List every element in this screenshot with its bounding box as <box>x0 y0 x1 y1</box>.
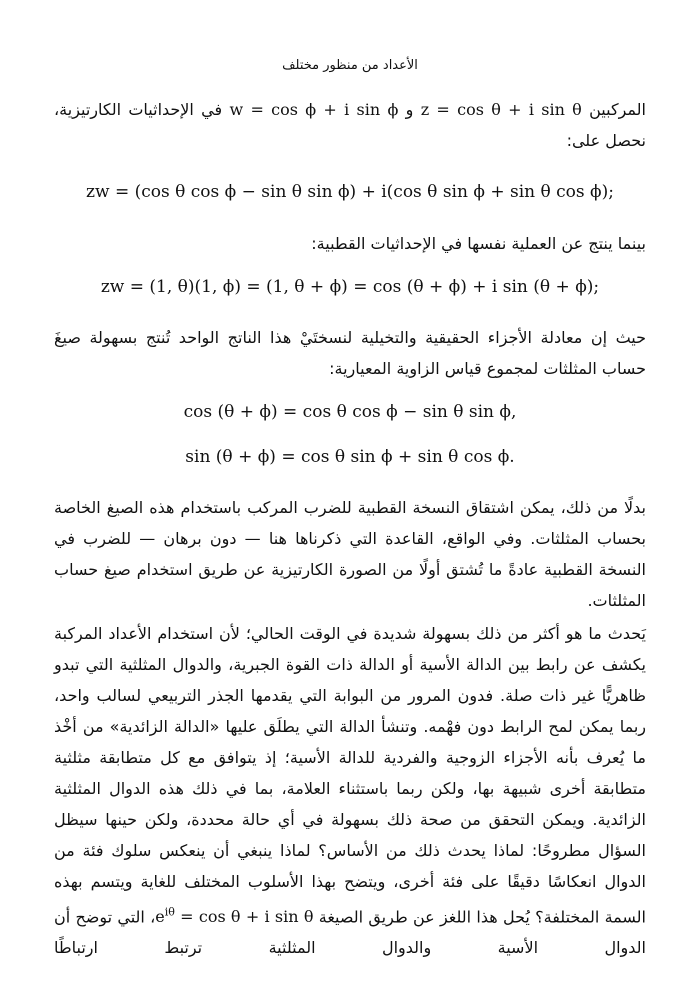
paragraph-equating-parts: حيث إن معادلة الأجزاء الحقيقية والتخيلية لنسختَيْ هذا الناتج الواحد تُنتج بسهولة صيغَ حساب المثلثات لمجموع قياس الزاوية المعيارية: <box>54 328 646 378</box>
paragraph-alternative-derivation: بدلًا من ذلك، يمكن اشتقاق النسخة القطبية للضرب المركب باستخدام هذه الصيغ الخاصة بحساب المثلثات. وفي الواقع، القاعدة التي ذكرناها هنا — دون برهان — للضرب في النسخة القطبية عادةً ما تُشتق أولًا من الصورة الكارتيزية عن طريق استخدام صيغ حساب المثلثات. <box>54 498 646 610</box>
equation-polar-product: zw = (1, θ)(1, ϕ) = (1, θ + ϕ) = cos (θ + ϕ) + i sin (θ + ϕ); <box>100 277 600 297</box>
equation-sin-sum: sin (θ + ϕ) = cos θ sin ϕ + sin θ cos ϕ. <box>185 447 515 467</box>
math-z-definition: z = cos θ + i sin θ <box>420 100 582 119</box>
intro-text-end: في الإحداثيات الكارتيزية، نحصل على: <box>54 100 646 150</box>
paragraph-intro <box>54 94 646 156</box>
exponential-link-tail: ، التي توضح أن الدوال الأسية والدوال المثلثية ترتبط ارتباطًا <box>54 907 646 958</box>
running-header: الأعداد من منظور مختلف <box>282 58 418 73</box>
paragraph-polar-intro: بينما ينتج عن العملية نفسها في الإحداثيات القطبية: <box>311 234 646 253</box>
math-euler-formula: $e^{i\theta} = \cos \theta + i$ sin θ <box>155 906 314 927</box>
equation-cartesian-product: zw = (cos θ cos ϕ − sin θ sin ϕ) + i(cos θ sin ϕ + sin θ cos ϕ); <box>86 182 614 202</box>
exponential-link-text: يَحدث ما هو أكثر من ذلك بسهولة شديدة في الوقت الحالي؛ لأن استخدام الأعداد المركبة يكشف عن رابط بين الدالة الأسية أو الدالة ذات القوة الجبرية، والدوال المثلثية التي تبدو ظاهريًّا غير ذات صلة. فدون المرور من البوابة التي يقدمها الجذر التربيعي لسالب واحد، ربما يمكن لمح الرابط دون فهْمه. وتنشأ الدالة التي يطلَق عليها «الدالة الزائدية» من أخْذ ما يُعرف بأنه الأجزاء الزوجية والفردية للدالة الأسية؛ إذ يتوافق مع كل متطابقة مثلثية متطابقة أخرى شبيهة بها، ولكن ربما باستثناء العلامة، بما في ذلك هذه الدوال المثلثية الزائدية. ويمكن التحقق من صحة ذلك بسهولة في أي حالة محددة، ولكن حينها سيظل السؤال مطروحًا: لماذا يحدث ذلك من الأساس؟ لماذا ينبغي أن ينعكس سلوك فئة من الدوال انعكاسًا دقيقًا على فئة أخرى، ويتضح بهذا الأسلوب المختلف للغاية ويتسم بهذه السمة المختلفة؟ يُحل هذا اللغز عن طريق الصيغة <box>54 624 647 927</box>
paragraph-exponential-link <box>54 618 646 963</box>
intro-text-start: المركبين <box>589 100 646 119</box>
euler-exponent: iθ <box>164 906 175 919</box>
math-w-definition: w = cos ϕ + i sin ϕ <box>229 100 399 119</box>
intro-connector: و <box>405 100 414 119</box>
equation-cos-sum: cos (θ + ϕ) = cos θ cos ϕ − sin θ sin ϕ, <box>183 402 517 422</box>
